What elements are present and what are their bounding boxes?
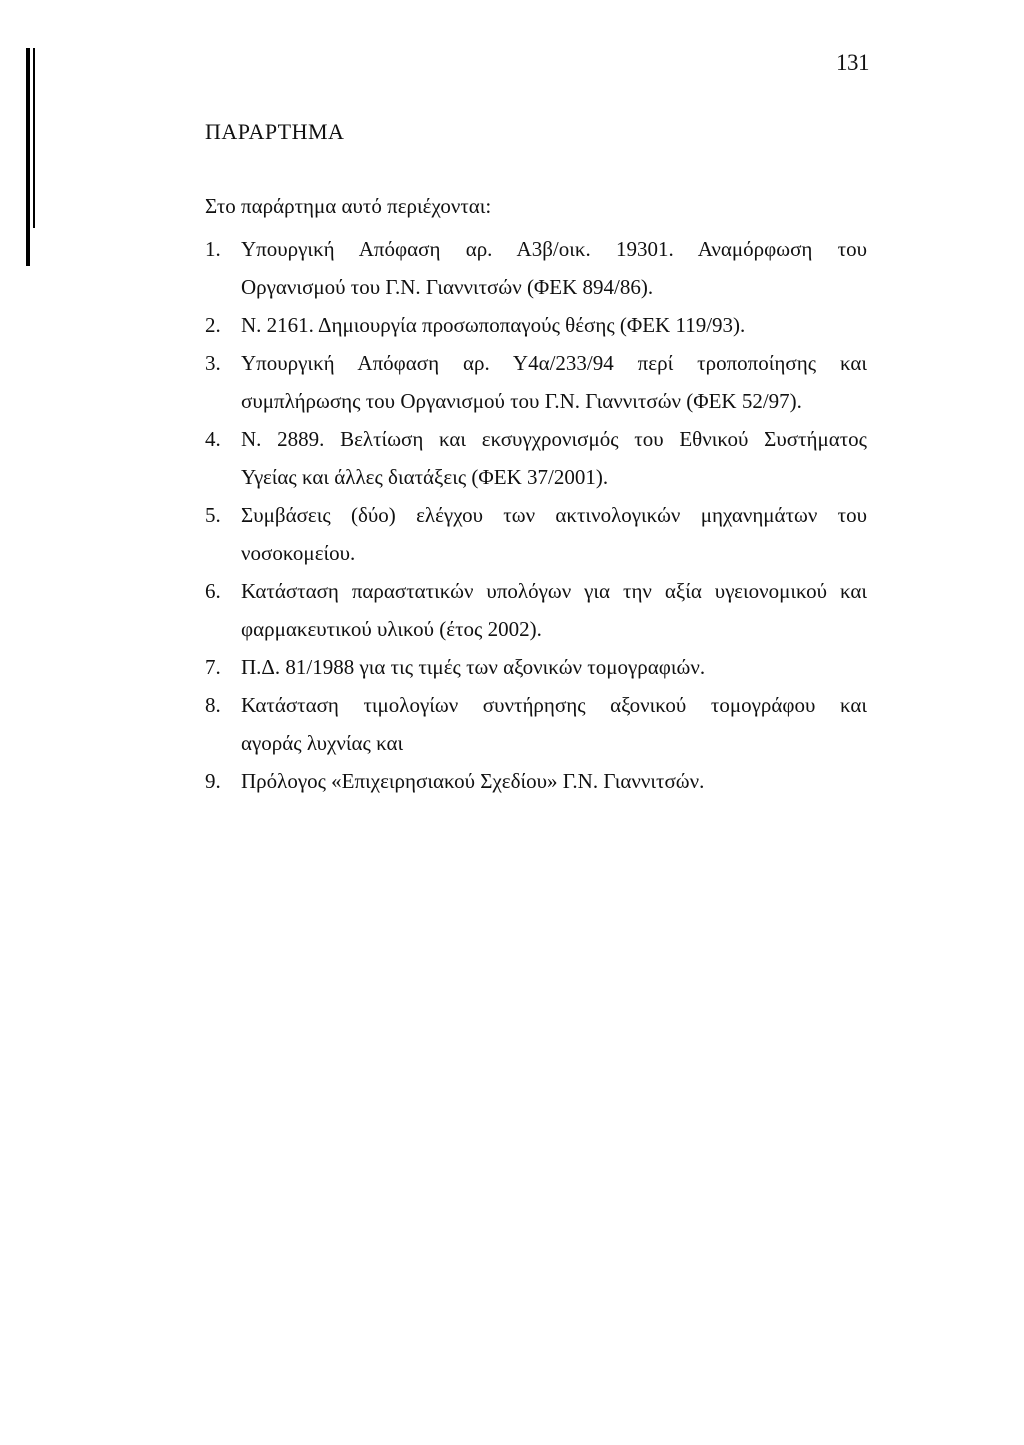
page-number: 131 [836, 50, 869, 75]
list-item-text [241, 496, 867, 572]
list-item-number: 1. [205, 237, 221, 261]
list-item-line: νοσοκομείου. [241, 541, 356, 565]
list-item-line: Π.Δ. 81/1988 για τις τιμές των αξονικών τομογραφιών. [241, 655, 706, 679]
list-item-text [241, 306, 867, 344]
list-item-number: 3. [205, 351, 221, 375]
list-item [205, 306, 867, 344]
list-item-text [241, 230, 867, 306]
list-item-number: 5. [205, 503, 221, 527]
list-item-number: 9. [205, 769, 221, 793]
list-item [205, 344, 867, 420]
list-item-line: Οργανισμού του Γ.Ν. Γιαννιτσών (ΦΕΚ 894/86). [241, 275, 654, 299]
list-item [205, 496, 867, 572]
list-item-text [241, 344, 867, 420]
list-item [205, 762, 867, 800]
list-item-text [241, 686, 867, 762]
list-item-text [241, 648, 867, 686]
list-item-line: Υπουργική Απόφαση αρ. Α3β/οικ. 19301. Αναμόρφωση του [241, 237, 867, 261]
list-item-line: Κατάσταση τιμολογίων συντήρησης αξονικού τομογράφου και [241, 693, 867, 717]
section-heading: ΠΑΡΑΡΤΗΜΑ [205, 119, 345, 144]
list-item-number: 4. [205, 427, 221, 451]
list-item [205, 648, 867, 686]
list-item-text [241, 420, 867, 496]
list-item-line: Κατάσταση παραστατικών υπολόγων για την αξία υγειονομικού και [241, 579, 867, 603]
list-item-line: Ν. 2889. Βελτίωση και εκσυγχρονισμός του Εθνικού Συστήματος [241, 427, 867, 451]
list-item [205, 420, 867, 496]
list-item-line: Πρόλογος «Επιχειρησιακού Σχεδίου» Γ.Ν. Γιαννιτσών. [241, 769, 705, 793]
list-item-line: αγοράς λυχνίας και [241, 731, 404, 755]
list-item [205, 686, 867, 762]
list-item-text [241, 572, 867, 648]
list-item-line: Υπουργική Απόφαση αρ. Υ4α/233/94 περί τροποποίησης και [241, 351, 867, 375]
list-item-number: 2. [205, 313, 221, 337]
list-item-number: 6. [205, 579, 221, 603]
appendix-list [205, 230, 867, 800]
list-item-line: Συμβάσεις (δύο) ελέγχου των ακτινολογικών μηχανημάτων του [241, 503, 867, 527]
list-item [205, 572, 867, 648]
list-item-line: Υγείας και άλλες διατάξεις (ΦΕΚ 37/2001). [241, 465, 609, 489]
scan-edge-bar [26, 48, 30, 266]
list-item-line: Ν. 2161. Δημιουργία προσωποπαγούς θέσης (ΦΕΚ 119/93). [241, 313, 746, 337]
list-item-text [241, 762, 867, 800]
list-item-number: 8. [205, 693, 221, 717]
list-item-line: φαρμακευτικού υλικού (έτος 2002). [241, 617, 542, 641]
scan-edge-bar-thin [33, 48, 35, 228]
intro-text: Στο παράρτημα αυτό περιέχονται: [205, 194, 492, 218]
list-item-number: 7. [205, 655, 221, 679]
list-item-line: συμπλήρωσης του Οργανισμού του Γ.Ν. Γιαννιτσών (ΦΕΚ 52/97). [241, 389, 802, 413]
list-item [205, 230, 867, 306]
